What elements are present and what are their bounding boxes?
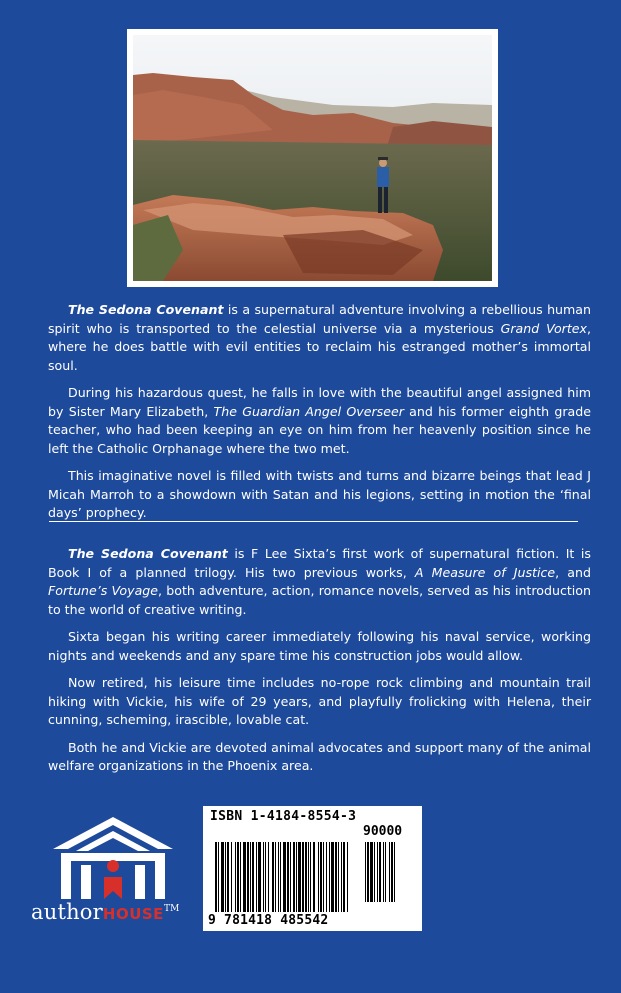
price-barcode-bar (394, 842, 395, 902)
barcode-bar (338, 842, 339, 912)
barcode-bar (252, 842, 254, 912)
book-blurb (48, 301, 591, 532)
barcode-bar (331, 842, 334, 912)
barcode-bar (247, 842, 249, 912)
barcode-bar (298, 842, 301, 912)
barcode-bar (263, 842, 264, 912)
barcode-bar (231, 842, 232, 912)
isbn-barcode (203, 806, 422, 931)
price-barcode-bar (367, 842, 369, 902)
blurb-paragraph-1: The Sedona Covenant is a supernatural adventure involving a rebellious human spirit who is transported to the celestial universe via a mysterious Grand Vortex, where he does battle with evil entities to reclaim his estranged mother’s immortal soul. (48, 302, 591, 373)
barcode-digits: 9 781418 485542 (208, 913, 329, 928)
cover-photo-frame (127, 29, 498, 287)
price-barcode-bar (391, 842, 393, 902)
book-title: The Sedona Covenant (68, 302, 224, 317)
barcode-bar (278, 842, 279, 912)
barcode-bar (215, 842, 217, 912)
barcode-bar (347, 842, 348, 912)
section-divider (49, 521, 578, 522)
price-barcode-bar (374, 842, 375, 902)
authorhouse-wordmark: authorHOUSE™ (31, 900, 180, 924)
barcode-bar (290, 842, 291, 912)
barcode-bar (287, 842, 289, 912)
price-code: 90000 (363, 824, 403, 839)
barcode-bar (323, 842, 324, 912)
barcode-bar (293, 842, 295, 912)
barcode-bar (308, 842, 309, 912)
book-title: The Sedona Covenant (68, 546, 228, 561)
price-barcode-bar (365, 842, 366, 902)
barcode-bar (296, 842, 297, 912)
barcode-bar (265, 842, 266, 912)
price-barcode-bar (389, 842, 390, 902)
barcode-bar (335, 842, 337, 912)
barcode-bar (268, 842, 269, 912)
barcode-bar (272, 842, 274, 912)
price-barcode-bar (383, 842, 384, 902)
bio-paragraph-4: Both he and Vickie are devoted animal advocates and support many of the animal welfare organizations in the Phoenix area. (48, 739, 591, 773)
barcode-bar (221, 842, 224, 912)
price-barcode-bar (379, 842, 381, 902)
barcode-bar (218, 842, 219, 912)
bio-paragraph-3: Now retired, his leisure time includes no-rope rock climbing and mountain trail hiking with Vickie, his wife of 29 years, and playfully frolicking with Helena, their cunning, scheming, irascible, lovable cat. (48, 675, 591, 727)
blurb-paragraph-2: During his hazardous quest, he falls in love with the beautiful angel assigned him by Sister Mary Elizabeth, The Guardian Angel Overseer and his former eighth grade teacher, who had been keeping an eye on him from her heavenly position since he left the Catholic Orphanage where the two met. (48, 385, 591, 456)
barcode-bar (243, 842, 246, 912)
bio-paragraph-2: Sixta began his writing career immediately following his naval service, working nights and weekends and any spare time his construction jobs would allow. (48, 629, 591, 663)
barcode-bar (225, 842, 226, 912)
barcode-bar (320, 842, 322, 912)
barcode-bar (240, 842, 241, 912)
blurb-paragraph-3: This imaginative novel is filled with twists and turns and bizarre beings that lead J Micah Marroh to a showdown with Satan and his legions, setting in motion the ‘final days’ prophecy. (48, 468, 591, 520)
barcode-bar (310, 842, 311, 912)
barcode-bar (313, 842, 315, 912)
price-barcode-bar (370, 842, 373, 902)
barcode-bar (280, 842, 281, 912)
barcode-bar (318, 842, 319, 912)
author-bio (48, 545, 591, 785)
barcode-bar (250, 842, 251, 912)
isbn-label: ISBN 1-4184-8554-3 (210, 809, 357, 824)
barcode-bar (283, 842, 286, 912)
price-barcode-bar (385, 842, 386, 902)
barcode-bar (227, 842, 229, 912)
barcode-bar (302, 842, 304, 912)
barcode-bar (305, 842, 307, 912)
barcode-bar (258, 842, 261, 912)
barcode-bar (256, 842, 257, 912)
barcode-bar (237, 842, 239, 912)
barcode-bar (343, 842, 345, 912)
barcode-bar (326, 842, 327, 912)
bio-paragraph-1: The Sedona Covenant is F Lee Sixta’s first work of supernatural fiction. It is Book I of a planned trilogy. His two previous works, A Measure of Justice, and Fortune’s Voyage, both adventure, action, romance novels, served as his introduction to the world of creative writing. (48, 546, 591, 617)
barcode-bar (235, 842, 236, 912)
barcode-bar (275, 842, 276, 912)
barcode-bar (341, 842, 342, 912)
cover-photo-hiker-on-sedona-cliff (133, 35, 492, 281)
price-barcode-bar (377, 842, 378, 902)
barcode-bar (329, 842, 330, 912)
